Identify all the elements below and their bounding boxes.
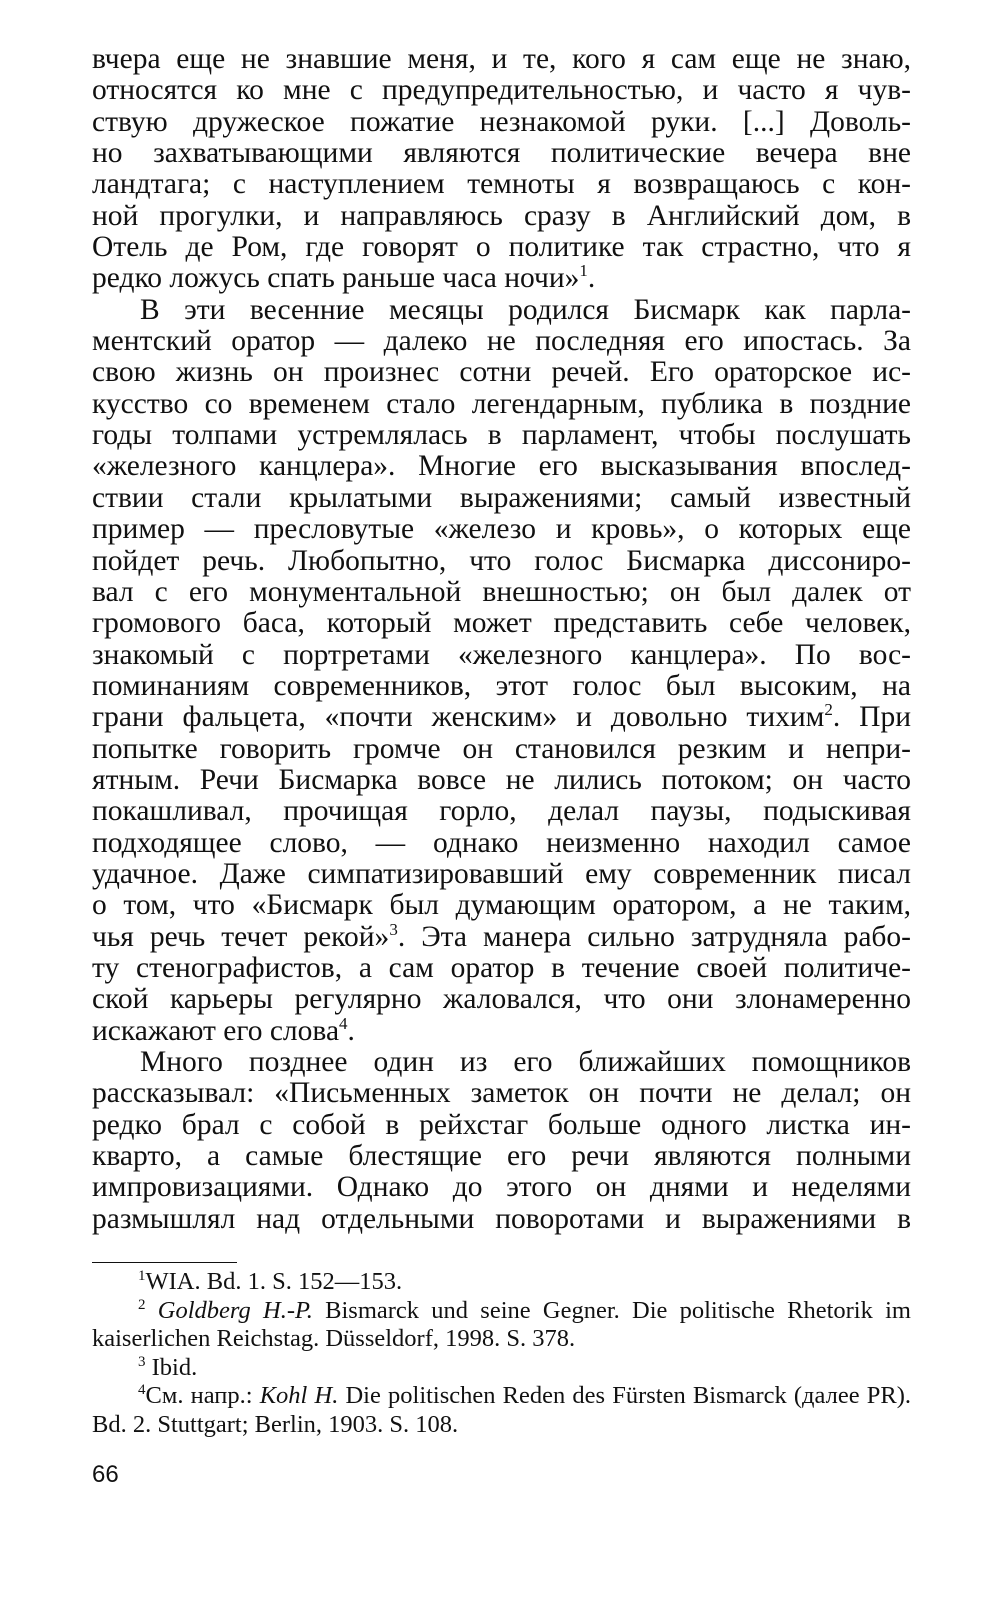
text-line [92,828,911,859]
line-text: пойдет речь. Любопытно, что голос Бисмарка диссониро- [92,544,911,577]
text-line [92,201,911,232]
footnote-prefix: См. напр.: [145,1382,260,1410]
footnotes [92,1268,911,1440]
text-line [92,640,911,671]
line-text: вчера еще не знавшие меня, и те, кого я сам еще не знаю, [92,43,911,75]
line-text: ной прогулки, и направляюсь сразу в Английский дом, в [92,199,911,232]
text-line [92,75,911,106]
line-text: редко брал с собой в рейхстаг больше одного листка ин- [92,1108,911,1141]
footnote-text: Bismarck und seine Gegner. Die politische Rhetorik im kaiserlichen Reichstag. Düsseldorf, 1998. S. 378. [92,1296,911,1353]
line-text: громового баса, который может представить себе человек, [92,607,911,640]
text-line [92,796,911,827]
text-line [92,953,911,984]
footnote-author: Goldberg H.-P. [157,1296,313,1324]
footnote-number: 4 [138,1382,146,1399]
line-text: Отель де Ром, где говорят о политике так страстно, что я [92,231,911,264]
line-text: о том, что «Бисмарк был думающим оратором, а не таким, [92,889,911,922]
footnote-divider [92,1262,237,1263]
line-text: ствую дружеское пожатие незнакомой руки. [...] Доволь- [92,105,911,138]
line-text: попытке говорить громче он становился резким и непри- [92,732,911,765]
line-text-after: . Эта манера сильно затрудняла рабо- [397,920,911,953]
text-line [92,326,911,357]
footnote-ref: 3 [389,919,398,939]
text-line [92,1078,911,1109]
text-line [92,295,911,326]
text-line [92,546,911,577]
footnote-4 [92,1382,911,1439]
text-line [92,859,911,890]
line-text: удачное. Даже симпатизировавший ему современник писал [92,857,911,890]
text-line [92,451,911,482]
text-line [92,1110,911,1141]
body-text [92,44,911,1235]
text-line [92,1047,911,1078]
line-text: свою жизнь он произнес сотни речей. Его ораторское ис- [92,356,911,389]
footnote-ref: 2 [824,700,833,720]
text-line [92,1204,911,1235]
footnote-text: Ibid. [151,1353,198,1381]
line-text: «железного канцлера». Многие его высказывания впослед- [92,450,911,483]
footnote-2 [92,1297,911,1354]
line-text-after: . При [832,701,911,734]
text-line [92,169,911,200]
text-line [92,577,911,608]
text-line [92,107,911,138]
line-text: ментский оратор — далеко не последняя его ипостась. За [92,325,911,358]
page-number: 66 [92,1461,119,1488]
line-text: подходящее слово, — однако неизменно находил самое [92,826,911,859]
text-line [92,357,911,388]
footnote-number: 1 [138,1267,146,1284]
footnote-3 [92,1354,911,1383]
line-text: размышлял над отдельными поворотами и выражениями в [92,1202,911,1235]
text-line [92,890,911,921]
footnote-ref: 1 [579,261,588,281]
text-line [92,389,911,420]
footnote-ref: 4 [339,1013,348,1033]
line-text: ятным. Речи Бисмарка вовсе не лились потоком; он часто [92,763,911,796]
text-line [92,263,911,294]
line-text: грани фальцета, «почти женским» и довольно тихим [92,701,825,734]
line-text: поминаниям современников, этот голос был высоким, на [92,669,911,702]
footnote-author: Kohl H. [259,1382,339,1410]
text-line [92,1013,911,1047]
line-text: кусство со временем стало легендарным, публика в поздние [92,387,911,420]
line-text: пример — пресловутые «железо и кровь», о которых еще [92,513,911,546]
text-line [92,420,911,451]
line-text: ской карьеры регулярно жаловался, что они злонамеренно [92,983,911,1016]
text-line [92,919,911,953]
line-text: В эти весенние месяцы родился Бисмарк как парла- [140,293,911,326]
text-line [92,671,911,702]
text-line [92,483,911,514]
line-text: относятся ко мне с предупредительностью, и часто я чув- [92,74,911,107]
text-line [92,1172,911,1203]
text-line [92,1141,911,1172]
footnote-number: 3 [138,1353,146,1370]
line-text: Много позднее один из его ближайших помощников [140,1046,911,1078]
text-line [92,44,911,75]
footnote-1 [92,1268,911,1297]
line-text: импровизациями. Однако до этого он днями и неделями [92,1171,911,1204]
text-line [92,702,911,733]
text-line [92,514,911,545]
text-line [92,232,911,263]
text-line [92,765,911,796]
line-text: покашливал, прочищая горло, делал паузы, подыскивая [92,795,911,828]
line-text: знакомый с портретами «железного канцлера». По вос- [92,638,911,671]
line-text-after: . [587,262,596,295]
footnote-number: 2 [138,1296,146,1313]
line-text: рассказывал: «Письменных заметок он почти не делал; он [92,1077,911,1110]
line-text: ту стенографистов, а сам оратор в течение своей политиче- [92,951,911,984]
text-line [92,608,911,639]
footnote-text: WIA. Bd. 1. S. 152—153. [145,1268,403,1295]
footnote-text: Die politischen Reden des Fürsten Bismarck (далее PR). Bd. 2. Stuttgart; Berlin, 1903. S. 108. [92,1382,911,1438]
line-text: ландтага; с наступлением темноты я возвращаюсь с кон- [92,168,911,201]
line-text: кварто, а самые блестящие его речи являются полными [92,1140,911,1173]
line-text: редко ложусь спать раньше часа ночи» [92,262,580,295]
line-text: ствии стали крылатыми выражениями; самый известный [92,481,911,514]
text-line [92,734,911,765]
text-line [92,984,911,1015]
line-text: годы толпами устремлялась в парламент, чтобы послушать [92,419,911,452]
line-text-after: . [347,1014,355,1047]
line-text: чья речь течет рекой» [92,920,390,953]
line-text: вал с его монументальной внешностью; он был далек от [92,575,911,608]
line-text: но захватывающими являются политические вечера вне [92,137,911,170]
line-text: искажают его слова [92,1014,340,1047]
text-line [92,138,911,169]
